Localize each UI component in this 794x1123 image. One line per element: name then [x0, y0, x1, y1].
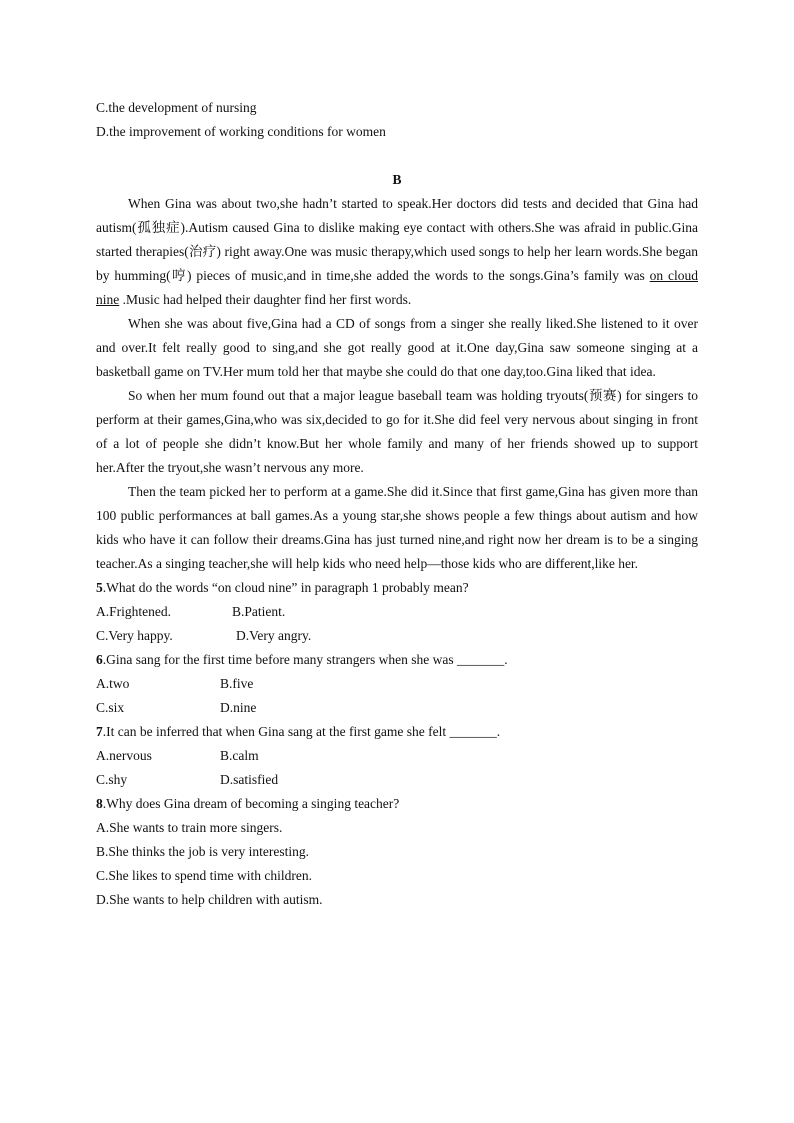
question-8-option-b[interactable]: B.She thinks the job is very interesting.	[96, 844, 309, 859]
question-8-option-d[interactable]: D.She wants to help children with autism.	[96, 892, 323, 907]
question-number: 8	[96, 796, 103, 811]
question-7-options-row-1	[96, 744, 698, 768]
option-d[interactable]: D.satisfied	[220, 772, 279, 787]
option-a[interactable]: A.nervous	[96, 748, 152, 763]
passage-paragraph-4: Then the team picked her to perform at a game.She did it.Since that first game,Gina has given more than 100 public performances at ball games.As a young star,she shows people a few things about autism and how kids who have it can follow their dreams.Gina has just turned nine,and right now her dream is to be a singing teacher.As a singing teacher,she will help kids who need help—those kids who are different,like her.	[96, 484, 698, 571]
question-8-option-a[interactable]: A.She wants to train more singers.	[96, 820, 283, 835]
passage-paragraph-2: When she was about five,Gina had a CD of songs from a singer she really liked.She listened to it over and over.It felt really good to sing,and she got really good at it.One day,Gina saw someone singing at a basketball game on TV.Her mum told her that maybe she could do that one day,too.Gina liked that idea.	[96, 316, 698, 379]
question-5-options-row-1	[96, 600, 698, 624]
passage-paragraph-3: So when her mum found out that a major league baseball team was holding tryouts(预赛) for singers to perform at their games,Gina,who was six,decided to go for it.She did feel very nervous about singing in front of a lot of people she didn’t know.But her whole family and many of her friends showed up to support her.After the tryout,she wasn’t nervous any more.	[96, 388, 698, 475]
option-c[interactable]: C.Very happy.	[96, 628, 173, 643]
question-7-stem	[96, 720, 698, 744]
question-number: 5	[96, 580, 103, 595]
question-5-stem	[96, 576, 698, 600]
document-page	[96, 96, 698, 912]
option-b[interactable]: B.Patient.	[232, 604, 286, 619]
question-text: .Why does Gina dream of becoming a singing teacher?	[102, 796, 400, 811]
option-b[interactable]: B.calm	[220, 748, 259, 763]
option-b[interactable]: B.five	[220, 676, 254, 691]
question-6-options-row-1	[96, 672, 698, 696]
question-number: 7	[96, 724, 103, 739]
question-text: .It can be inferred that when Gina sang at the first game she felt _______.	[102, 724, 501, 739]
underlined-phrase: on cloud nine	[96, 268, 698, 307]
question-5-options-row-2	[96, 624, 698, 648]
question-number: 6	[96, 652, 103, 667]
prev-option-c: C.the development of nursing	[96, 100, 257, 115]
question-8-stem	[96, 792, 698, 816]
option-c[interactable]: C.six	[96, 700, 125, 715]
question-6-stem	[96, 648, 698, 672]
p1-text-before: When Gina was about two,she hadn’t started to speak.Her doctors did tests and decided that Gina had autism(孤独症).Autism caused Gina to dislike making eye contact with others.She was afraid in public.Gina started therapies(治疗) right away.One was music therapy,which used songs to help her learn words.She began by humming(哼) pieces of music,and in time,she added the words to the songs.Gina’s family was	[96, 196, 698, 283]
question-6-options-row-2	[96, 696, 698, 720]
option-a[interactable]: A.two	[96, 676, 130, 691]
prev-option-d: D.the improvement of working conditions for women	[96, 124, 386, 139]
passage-paragraph-1	[96, 192, 698, 312]
question-8-option-c[interactable]: C.She likes to spend time with children.	[96, 868, 312, 883]
question-7-options-row-2	[96, 768, 698, 792]
section-heading: B	[392, 172, 402, 187]
question-text: .What do the words “on cloud nine” in paragraph 1 probably mean?	[102, 580, 469, 595]
question-text: .Gina sang for the first time before many strangers when she was _______.	[102, 652, 508, 667]
option-a[interactable]: A.Frightened.	[96, 604, 171, 619]
option-d[interactable]: D.nine	[220, 700, 257, 715]
option-d[interactable]: D.Very angry.	[236, 628, 312, 643]
option-c[interactable]: C.shy	[96, 772, 128, 787]
p1-text-after: .Music had helped their daughter find her first words.	[119, 292, 412, 307]
